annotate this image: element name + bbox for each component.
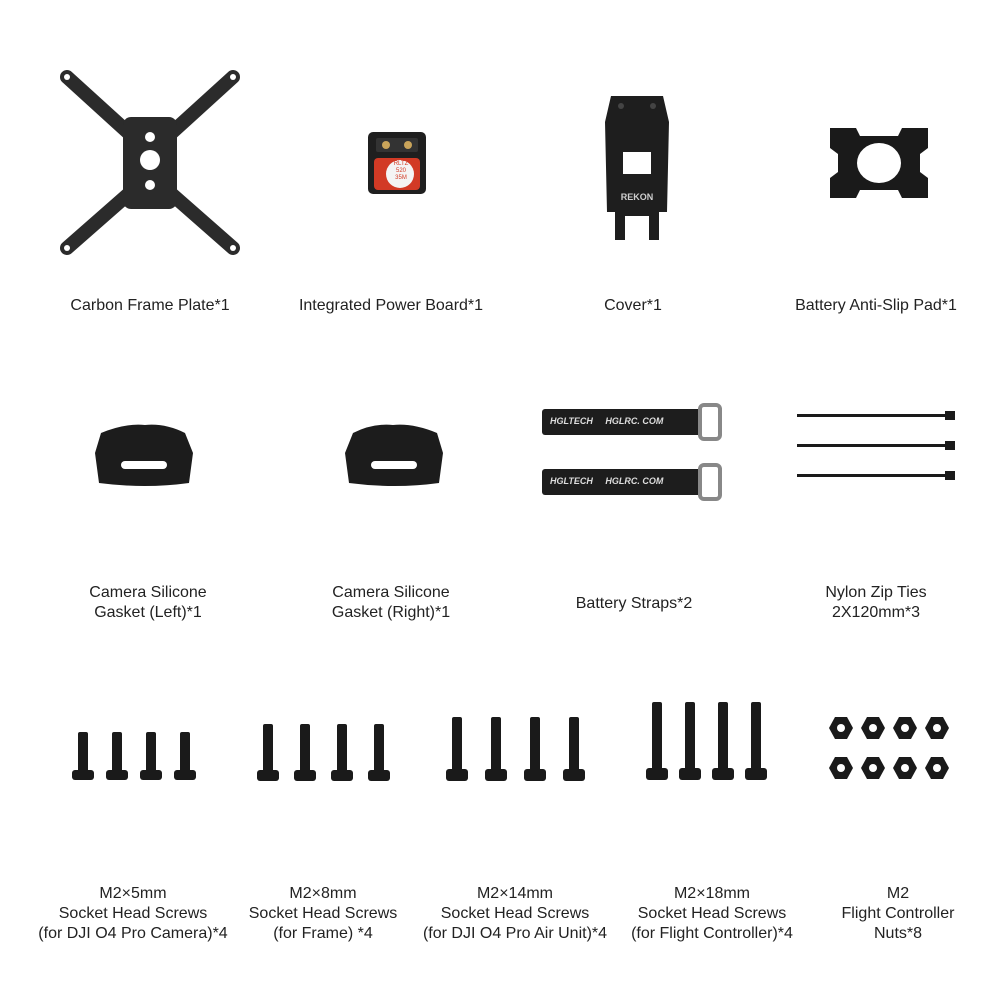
strap-1-text: HGLTECH HGLRC. COM	[550, 416, 664, 426]
camera-gasket-left-image	[95, 423, 193, 487]
integrated-power-board-image	[368, 132, 426, 194]
camera-gasket-right-image	[345, 423, 443, 487]
caption-m2x8-screws: M2×8mm Socket Head Screws (for Frame) *4	[248, 885, 398, 942]
carbon-frame-plate-image	[55, 65, 245, 260]
caption-carbon-frame-plate: Carbon Frame Plate*1	[70, 297, 230, 314]
caption-battery-straps: Battery Straps*2	[575, 595, 693, 612]
caption-m2-nuts: M2 Flight Controller Nuts*8	[841, 885, 955, 942]
battery-straps-image	[542, 403, 727, 503]
battery-anti-slip-pad-image	[830, 128, 928, 198]
m2x8-screws-image	[255, 722, 390, 784]
cover-brand-text: REKON	[620, 192, 654, 202]
m2x5-screws-image	[70, 728, 200, 783]
cover-image	[603, 92, 671, 240]
caption-nylon-zip-ties: Nylon Zip Ties 2X120mm*3	[825, 584, 927, 621]
m2x18-screws-image	[645, 700, 767, 782]
nylon-zip-ties-image	[797, 410, 957, 484]
caption-m2x14-screws: M2×14mm Socket Head Screws (for DJI O4 Pro Air Unit)*4	[422, 885, 608, 942]
caption-cover: Cover*1	[604, 297, 662, 314]
caption-m2x18-screws: M2×18mm Socket Head Screws (for Flight Controller)*4	[631, 885, 793, 942]
caption-integrated-power-board: Integrated Power Board*1	[298, 297, 484, 314]
caption-camera-gasket-right: Camera Silicone Gasket (Right)*1	[331, 584, 451, 621]
caption-camera-gasket-left: Camera Silicone Gasket (Left)*1	[89, 584, 207, 621]
caption-battery-anti-slip-pad: Battery Anti-Slip Pad*1	[795, 297, 957, 314]
power-board-label: RLTZ 520 35M	[393, 161, 409, 181]
strap-2-text: HGLTECH HGLRC. COM	[550, 476, 664, 486]
m2x14-screws-image	[444, 715, 589, 783]
m2-nuts-image	[828, 715, 956, 783]
caption-m2x5-screws: M2×5mm Socket Head Screws (for DJI O4 Pro Camera)*4	[38, 885, 228, 942]
